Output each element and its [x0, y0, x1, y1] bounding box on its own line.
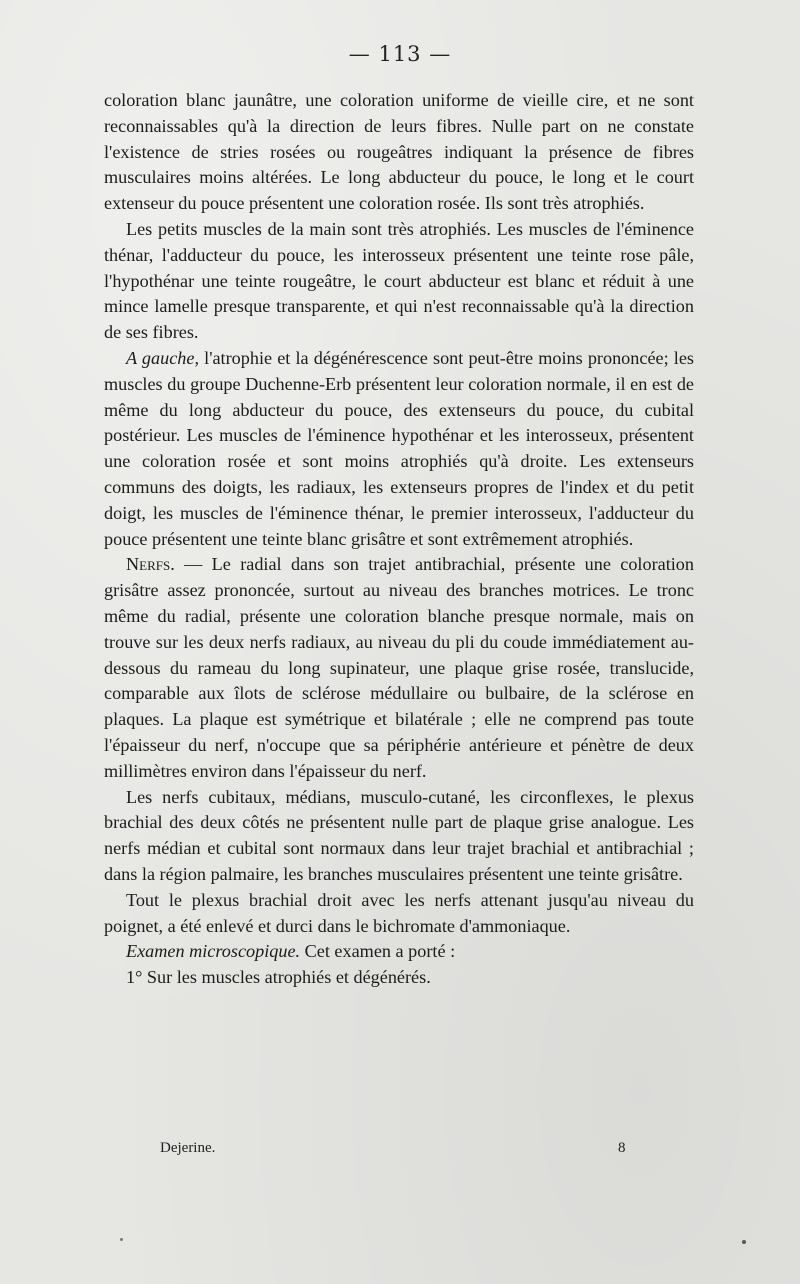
- paragraph-5: [104, 785, 694, 888]
- page-number: — 113 —: [348, 42, 452, 66]
- paragraph-1: [104, 88, 694, 217]
- footer-author: Dejerine.: [160, 1140, 216, 1156]
- paragraph-8: [104, 965, 694, 991]
- paragraph-6-text: Tout le plexus brachial droit avec les nerfs attenant jusqu'au niveau du poignet, a été enlevé et durci dans le bichromate d'ammoniaque.: [104, 889, 694, 936]
- paragraph-1-text: coloration blanc jaunâtre, une coloration uniforme de vieille cire, et ne sont reconnaissables qu'à la direction de leurs fibres. Nulle part on ne constate l'existence de stries rosées ou rougeâtres indiquant la présence de fibres musculaires moins altérées. Le long abducteur du pouce, le long et le court extenseur du pouce présentent une coloration rosée. Ils sont très atrophiés.: [104, 90, 694, 214]
- paragraph-2: [104, 217, 694, 346]
- paragraph-4-text: — Le radial dans son trajet antibrachial, présente une coloration grisâtre assez prononcée, surtout au niveau des branches motrices. Le tronc même du radial, présente une coloration blanche presque normale, mais on trouve sur les deux nerfs radiaux, au niveau du pli du coude immédiatement au-dessous du rameau du long supinateur, une plaque grise rosée, translucide, comparable aux îlots de sclérose médullaire ou bulbaire, de la sclérose en plaques. La plaque est symétrique et bilatérale ; elle ne comprend pas toute l'épaisseur du nerf, n'occupe que sa périphérie antérieure et pénètre de deux millimètres environ dans l'épaisseur du nerf.: [104, 554, 694, 781]
- paragraph-7-text: Cet examen a porté :: [300, 941, 456, 962]
- paragraph-3: [104, 346, 694, 552]
- paragraph-4: [104, 552, 694, 784]
- paragraph-8-text: 1° Sur les muscles atrophiés et dégénérés.: [126, 967, 431, 988]
- paragraph-2-text: Les petits muscles de la main sont très atrophiés. Les muscles de l'éminence thénar, l'adducteur du pouce, les interosseux présentent une teinte rose pâle, l'hypothénar une teinte rougeâtre, le court abducteur est blanc et réduit à une mince lamelle presque transparente, et qui n'est reconnaissable qu'à la direction de ses fibres.: [104, 218, 694, 343]
- paragraph-3-text: l'atrophie et la dégénérescence sont peut-être moins prononcée; les muscles du groupe Duchenne-Erb présentent leur coloration normale, il en est de même du long abducteur du pouce, des extenseurs du pouce, du cubital postérieur. Les muscles de l'éminence hypothénar et les interosseux, présentent une coloration rosée et sont moins atrophiés qu'à droite. Les extenseurs communs des doigts, les radiaux, les extenseurs propres de l'index et du petit doigt, les muscles de l'éminence thénar, le premier interosseux, l'adducteur du pouce présentent une teinte blanc grisâtre et sont extrêmement atrophiés.: [104, 347, 694, 549]
- body-text: [104, 88, 694, 991]
- footer-signature-number: 8: [618, 1140, 626, 1156]
- paper-speck: [742, 1240, 746, 1244]
- section-heading-nerfs: Nerfs.: [126, 554, 175, 575]
- paragraph-5-text: Les nerfs cubitaux, médians, musculo-cutané, les circonflexes, le plexus brachial des deux côtés ne présentent nulle part de plaque grise analogue. Les nerfs médian et cubital sont normaux dans leur trajet brachial et antibrachial ; dans la région palmaire, les branches musculaires présentent une teinte grisâtre.: [104, 786, 694, 884]
- paper-speck: [120, 1238, 123, 1241]
- paragraph-6: [104, 888, 694, 940]
- paragraph-7: [104, 939, 694, 965]
- paragraph-7-lead: Examen microscopique.: [126, 941, 301, 962]
- paragraph-3-lead: A gauche,: [126, 347, 199, 368]
